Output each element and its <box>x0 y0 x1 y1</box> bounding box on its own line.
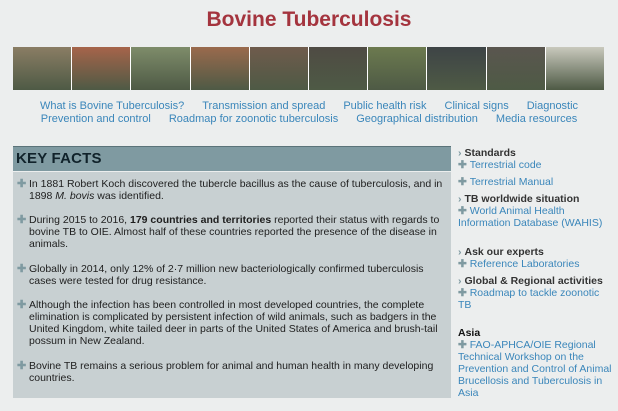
nav-link-geographical[interactable]: Geographical distribution <box>356 113 478 125</box>
plus-icon: ✚ <box>458 258 470 270</box>
key-facts-box <box>13 172 451 398</box>
sidebar-experts <box>458 246 613 270</box>
plus-icon: ✚ <box>17 263 27 275</box>
sidebar-heading: Global & Regional activities <box>464 275 603 287</box>
nav-link-transmission[interactable]: Transmission and spread <box>202 100 326 112</box>
banner-photo-herd-pasture <box>131 47 189 90</box>
plus-icon: ✚ <box>17 178 27 190</box>
chevron-right-icon: › <box>458 275 462 287</box>
sidebar-asia <box>458 327 613 399</box>
key-fact-text: Although the infection has been controlled in most developed countries, the complete elimination is complicated by persistent infection of wild animals, such as badgers in the United Kingdom, white tailed deer in parts of the United States of America and brush-tail possum in New Zealand. <box>29 299 438 347</box>
banner-photo-buffalo-dark <box>427 47 485 90</box>
sidebar-link-roadmap[interactable]: Roadmap to tackle zoonotic TB <box>458 287 600 311</box>
chevron-right-icon: › <box>458 147 462 159</box>
sidebar-link-wahis[interactable]: World Animal Health Information Database (WAHIS) <box>458 205 603 229</box>
page-title: Bovine Tuberculosis <box>206 8 412 31</box>
banner-photo-cattle-brown <box>72 47 130 90</box>
banner-photo-cows-group <box>250 47 308 90</box>
plus-icon: ✚ <box>458 159 470 171</box>
sidebar-global <box>458 275 613 311</box>
banner-photo-cow-field <box>13 47 71 90</box>
banner-photo-buffalo <box>309 47 367 90</box>
banner-photo-white-bull <box>546 47 604 90</box>
nav-row-2 <box>20 113 598 126</box>
banner-photo-cattle-green <box>368 47 426 90</box>
nav-link-what-is[interactable]: What is Bovine Tuberculosis? <box>39 100 185 112</box>
chevron-right-icon: › <box>458 193 462 205</box>
sidebar-link-terrestrial-code[interactable]: Terrestrial code <box>469 159 542 171</box>
sidebar-link-asia-workshop[interactable]: FAO-APHCA/OIE Regional Technical Workshop on the Prevention and Control of Animal Brucellosis and Tuberculosis in Asia <box>458 339 612 399</box>
plus-icon: ✚ <box>458 176 470 188</box>
photo-banner <box>13 47 604 90</box>
sidebar-wahis <box>458 193 613 229</box>
sidebar-standards <box>458 147 613 171</box>
key-fact-text: Bovine TB remains a serious problem for animal and human health in many developing countries. <box>29 360 434 384</box>
sidebar-heading: Standards <box>464 147 516 159</box>
plus-icon: ✚ <box>17 214 27 226</box>
sidebar-heading: TB worldwide situation <box>464 193 580 205</box>
nav-row-1 <box>20 100 598 113</box>
key-facts-title: KEY FACTS <box>16 150 102 167</box>
nav-link-public-health[interactable]: Public health risk <box>343 100 427 112</box>
plus-icon: ✚ <box>17 360 27 372</box>
plus-icon: ✚ <box>458 339 470 351</box>
key-fact-text: In 1881 Robert Koch discovered the tubercle bacillus as the cause of tuberculosis, and in 1898 M. bovis was identified. <box>29 178 443 202</box>
banner-photo-cattle-horns <box>487 47 545 90</box>
section-nav <box>20 100 598 126</box>
key-fact-text: Globally in 2014, only 12% of 2·7 million new bacteriologically confirmed tuberculosis cases were tested for drug resistance. <box>29 263 424 287</box>
sidebar-heading: Asia <box>458 327 481 339</box>
key-fact-text: During 2015 to 2016, 179 countries and territories reported their status with regards to bovine TB to OIE. Almost half of these countries reported the presence of the disease in animals. <box>29 214 440 250</box>
chevron-right-icon: › <box>458 246 462 258</box>
nav-link-diagnostic[interactable]: Diagnostic <box>526 100 579 112</box>
sidebar-link-reference-labs[interactable]: Reference Laboratories <box>469 258 580 270</box>
plus-icon: ✚ <box>458 287 470 299</box>
sidebar-terrestrial-manual <box>458 176 613 188</box>
key-facts-header <box>13 146 451 171</box>
plus-icon: ✚ <box>458 205 470 217</box>
sidebar-link-terrestrial-manual[interactable]: Terrestrial Manual <box>469 176 554 188</box>
sidebar-heading: Ask our experts <box>464 246 544 258</box>
nav-link-roadmap[interactable]: Roadmap for zoonotic tuberculosis <box>168 113 339 125</box>
nav-link-clinical-signs[interactable]: Clinical signs <box>444 100 509 112</box>
nav-link-media[interactable]: Media resources <box>495 113 578 125</box>
banner-photo-highland-cattle <box>191 47 249 90</box>
nav-link-prevention[interactable]: Prevention and control <box>40 113 151 125</box>
plus-icon: ✚ <box>17 299 27 311</box>
